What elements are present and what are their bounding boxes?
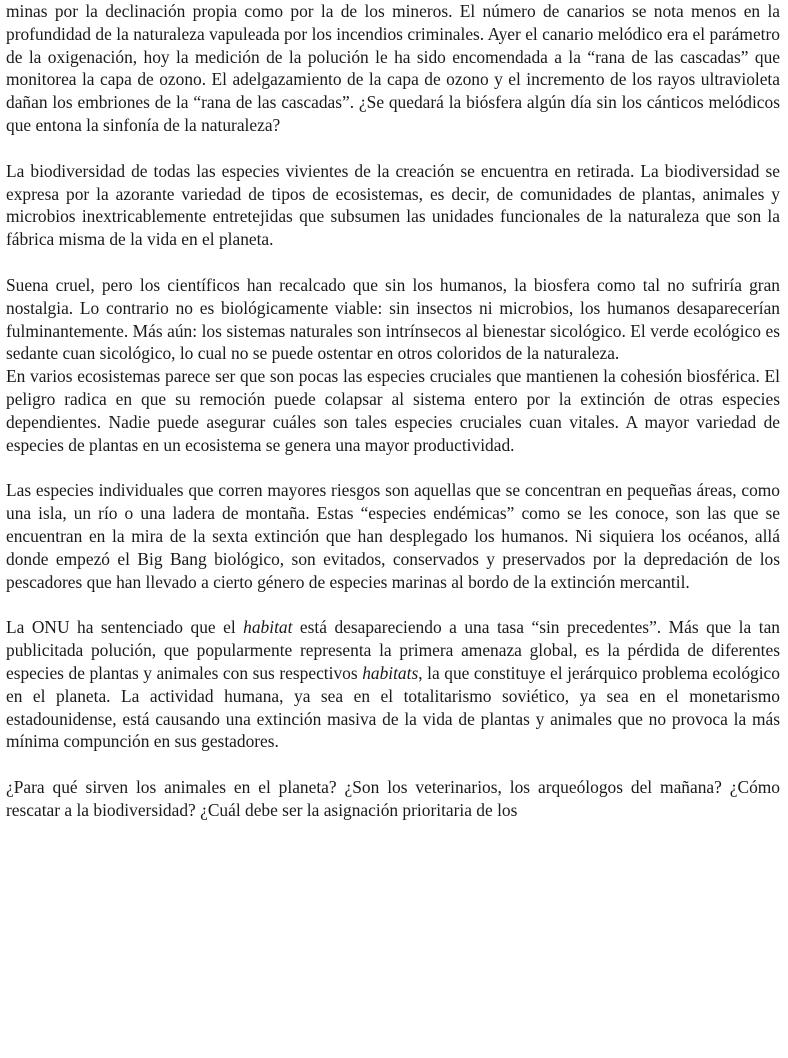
text-run: En varios ecosistemas parece ser que son pocas las especies cruciales que mantienen la cohesión biosférica. El peligro radica en que su remoción puede colapsar al sistema entero por la extinción de otras especies dependientes. Nadie puede asegurar cuáles son tales especies cruciales cuan vitales. A mayor variedad de especies de plantas en un ecosistema se genera una mayor productividad. — [6, 366, 780, 455]
document-page — [6, 0, 780, 822]
italic-term: habitats — [362, 662, 419, 683]
text-run: ¿Para qué sirven los animales en el planeta? ¿Son los veterinarios, los arqueólogos del mañana? ¿Cómo rescatar a la biodiversidad? ¿Cuál debe ser la asignación prioritaria de los — [6, 777, 780, 820]
paragraph-especies-individuales — [6, 479, 780, 593]
paragraph-preguntas — [6, 776, 780, 822]
text-run: está desapareciendo a una tasa “sin precedentes”. Más que la tan publicitada polución, que popularmente representa la primera amenaza global, es la pérdida de diferentes especies de plantas y animales con sus respectivos — [6, 617, 780, 683]
text-run: , la que constituye el jerárquico problema ecológico en el planeta. La actividad humana, ya sea en el totalitarismo soviético, ya sea en el monetarismo estadounidense, está causando una extinción masiva de la vida de plantas y animales que no provoca la más mínima compunción en sus gestadores. — [6, 662, 780, 752]
text-run: Suena cruel, pero los científicos han recalcado que sin los humanos, la biosfera como tal no sufriría gran nostalgia. Lo contrario no es biológicamente viable: sin insectos ni microbios, los humanos desaparecerían fulminantemente. Más aún: los sistemas naturales son intrínsecos al bienestar sicológico. El verde ecológico es sedante cuan sicológico, lo cual no se puede ostentar en otros coloridos de la naturaleza. — [6, 274, 780, 364]
text-run: minas por la declinación propia como por la de los mineros. El número de canarios se nota menos en la profundidad de la naturaleza vapuleada por los incendios criminales. Ayer el canario melódico era el parámetro de la oxigenación, hoy la medición de la polución le ha sido encomendada a la “rana de las cascadas” que monitorea la capa de ozono. El adelgazamiento de la capa de ozono y el incremento de los rayos ultravioleta dañan los embriones de la “rana de las cascadas”. ¿Se quedará la biósfera algún día sin los cánticos melódicos que entona la sinfonía de la naturaleza? — [6, 1, 780, 135]
text-run: La biodiversidad de todas las especies vivientes de la creación se encuentra en retirada. La biodiversidad se expresa por la azorante variedad de tipos de ecosistemas, es decir, de comunidades de plantas, animales y microbios inextricablemente entretejidas que subsumen las unidades funcionales de la naturaleza que son la fábrica misma de la vida en el planeta. — [6, 160, 780, 250]
paragraph-biodiversidad — [6, 160, 780, 251]
paragraph-suena-cruel — [6, 274, 780, 365]
text-run: Las especies individuales que corren mayores riesgos son aquellas que se concentran en pequeñas áreas, como una isla, un río o una ladera de montaña. Estas “especies endémicas” como se les conoce, son las que se encuentran en la mira de la sexta extinción que han desplegado los humanos. Ni siquiera los océanos, allá donde empezó el Big Bang biológico, son evitados, conservados y preservados por la depredación de los pescadores que han llevado a cierto género de especies marinas al bordo de la extinción mercantil. — [6, 480, 780, 592]
paragraph-canarios — [6, 0, 780, 137]
paragraph-onu — [6, 616, 780, 753]
text-run: La ONU ha sentenciado que el — [6, 617, 244, 638]
paragraph-ecosistemas — [6, 365, 780, 456]
italic-term: habitat — [243, 617, 293, 638]
